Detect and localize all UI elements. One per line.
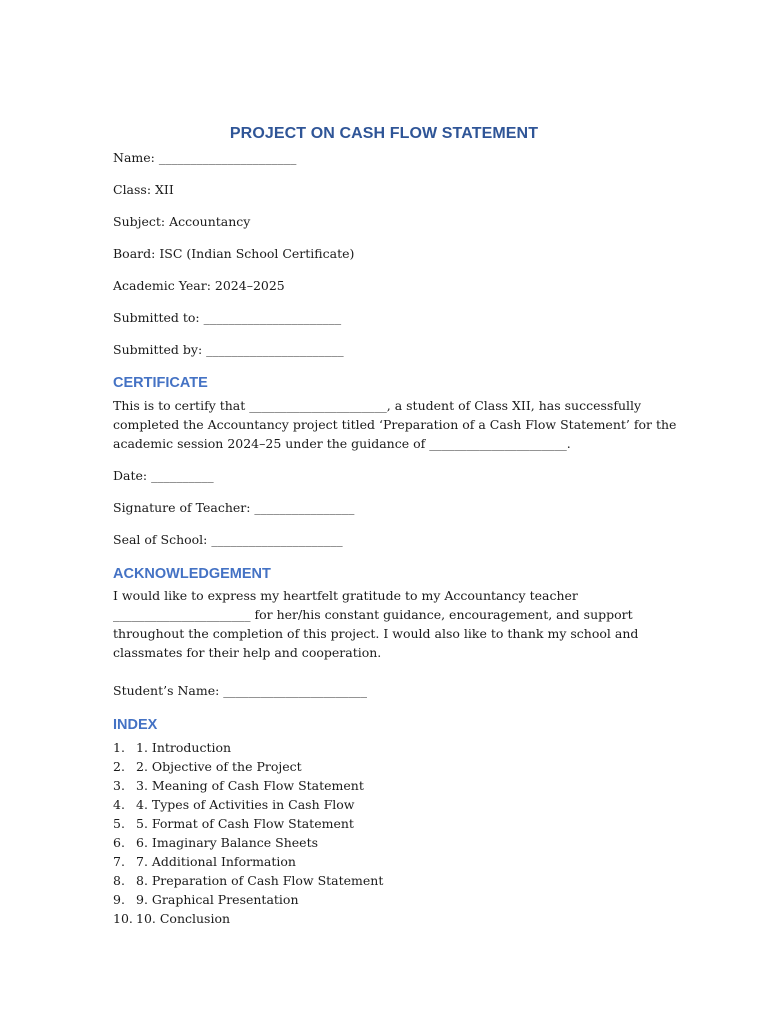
index-item-label: 10. Conclusion: [136, 911, 231, 926]
field-academic-year: Academic Year: 2024–2025: [113, 278, 285, 293]
index-item-label: 1. Introduction: [136, 740, 232, 755]
field-board: Board: ISC (Indian School Certificate): [113, 246, 355, 261]
index-item-number: 10.: [113, 911, 133, 926]
acknowledgement-line-1: I would like to express my heartfelt gratitude to my Accountancy teacher: [113, 588, 578, 603]
index-item-number: 7.: [113, 854, 125, 869]
field-submitted-to: Submitted to: ______________________: [113, 310, 342, 325]
certificate-signature: Signature of Teacher: ________________: [113, 500, 355, 515]
index-item: [113, 833, 383, 852]
certificate-line-2: completed the Accountancy project titled ‘Preparation of a Cash Flow Statement’ for the: [113, 417, 677, 432]
index-list: [113, 738, 383, 928]
field-submitted-by: Submitted by: ______________________: [113, 342, 344, 357]
index-item: [113, 871, 383, 890]
acknowledgement-student-name: Student’s Name: _______________________: [113, 683, 368, 698]
index-item: [113, 776, 383, 795]
acknowledgement-line-4: classmates for their help and cooperation.: [113, 645, 382, 660]
certificate-date: Date: __________: [113, 468, 214, 483]
index-heading: INDEX: [113, 717, 158, 733]
acknowledgement-heading: ACKNOWLEDGEMENT: [113, 566, 271, 582]
index-item-number: 1.: [113, 740, 125, 755]
index-item: [113, 738, 383, 757]
certificate-line-3: academic session 2024–25 under the guidance of ______________________.: [113, 436, 571, 451]
index-item: [113, 852, 383, 871]
index-item-number: 8.: [113, 873, 125, 888]
document-title: PROJECT ON CASH FLOW STATEMENT: [229, 125, 539, 142]
index-item-label: 6. Imaginary Balance Sheets: [136, 835, 319, 850]
index-item: [113, 757, 383, 776]
field-subject: Subject: Accountancy: [113, 214, 251, 229]
acknowledgement-line-3: throughout the completion of this project. I would also like to thank my school and: [113, 626, 639, 641]
index-item-label: 9. Graphical Presentation: [136, 892, 299, 907]
certificate-line-1: This is to certify that ______________________, a student of Class XII, has successfully: [113, 398, 642, 413]
field-class: Class: XII: [113, 182, 174, 197]
certificate-heading: CERTIFICATE: [113, 375, 208, 391]
field-name: Name: ______________________: [113, 150, 297, 165]
index-item-label: 5. Format of Cash Flow Statement: [136, 816, 354, 831]
index-item-number: 3.: [113, 778, 125, 793]
index-item: [113, 814, 383, 833]
index-item-label: 2. Objective of the Project: [136, 759, 302, 774]
index-item-number: 5.: [113, 816, 125, 831]
index-item-label: 3. Meaning of Cash Flow Statement: [136, 778, 364, 793]
index-item: [113, 890, 383, 909]
index-item-label: 4. Types of Activities in Cash Flow: [136, 797, 355, 812]
index-item-number: 2.: [113, 759, 125, 774]
index-item-number: 6.: [113, 835, 125, 850]
index-item-label: 7. Additional Information: [136, 854, 296, 869]
index-item-number: 4.: [113, 797, 125, 812]
index-item-label: 8. Preparation of Cash Flow Statement: [136, 873, 384, 888]
acknowledgement-line-2: ______________________ for her/his constant guidance, encouragement, and support: [113, 607, 633, 622]
certificate-seal: Seal of School: _____________________: [113, 532, 343, 547]
index-item: [113, 909, 383, 928]
index-item: [113, 795, 383, 814]
index-item-number: 9.: [113, 892, 125, 907]
